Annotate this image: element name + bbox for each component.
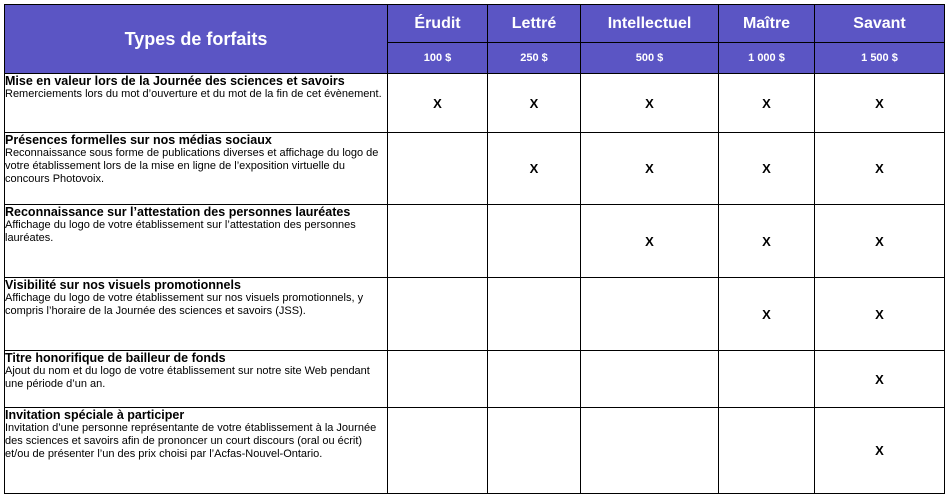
benefit-title: Titre honorifique de bailleur de fonds	[5, 351, 226, 365]
tier-price-intellectuel: 500 $	[581, 43, 719, 74]
packages-table	[4, 4, 945, 494]
included-mark: X	[815, 408, 945, 494]
included-mark	[388, 133, 488, 205]
included-mark: X	[488, 133, 581, 205]
included-mark: X	[815, 351, 945, 408]
included-mark: X	[581, 74, 719, 133]
benefit-title: Invitation spéciale à participer	[5, 408, 185, 422]
included-mark: X	[581, 205, 719, 278]
benefit-description: Affichage du logo de votre établissement sur l’attestation des personnes lauréates.	[5, 219, 356, 244]
included-mark	[581, 408, 719, 494]
included-mark: X	[488, 74, 581, 133]
benefit-cell	[5, 133, 388, 205]
included-mark	[388, 408, 488, 494]
included-mark	[388, 351, 488, 408]
tier-name-erudit: Érudit	[388, 5, 488, 43]
benefit-description: Reconnaissance sous forme de publications diverses et affichage du logo de votre établissement lors de la mise en ligne de l’exposition virtuelle du concours Photovoix.	[5, 147, 379, 185]
included-mark	[488, 205, 581, 278]
tier-price-erudit: 100 $	[388, 43, 488, 74]
included-mark: X	[719, 205, 815, 278]
benefit-cell	[5, 408, 388, 494]
included-mark: X	[815, 205, 945, 278]
benefit-title: Mise en valeur lors de la Journée des sciences et savoirs	[5, 74, 345, 88]
included-mark: X	[581, 133, 719, 205]
tier-price-savant: 1 500 $	[815, 43, 945, 74]
benefit-cell	[5, 205, 388, 278]
included-mark: X	[815, 74, 945, 133]
benefit-row	[5, 205, 945, 278]
included-mark	[719, 408, 815, 494]
included-mark	[388, 278, 488, 351]
benefit-description: Remerciements lors du mot d’ouverture et du mot de la fin de cet évènement.	[5, 88, 382, 100]
benefit-title: Présences formelles sur nos médias sociaux	[5, 133, 272, 147]
benefit-row	[5, 74, 945, 133]
benefit-row	[5, 278, 945, 351]
tier-name-maitre: Maître	[719, 5, 815, 43]
benefit-title: Visibilité sur nos visuels promotionnels	[5, 278, 241, 292]
tier-name-lettre: Lettré	[488, 5, 581, 43]
tier-price-lettre: 250 $	[488, 43, 581, 74]
table-title: Types de forfaits	[5, 5, 388, 74]
benefit-cell	[5, 74, 388, 133]
tier-name-row	[5, 5, 945, 43]
included-mark	[581, 278, 719, 351]
included-mark: X	[719, 278, 815, 351]
included-mark	[488, 408, 581, 494]
benefit-description: Affichage du logo de votre établissement sur nos visuels promotionnels, y compris l’horaire de la Journée des sciences et savoirs (JSS).	[5, 292, 364, 317]
included-mark: X	[719, 74, 815, 133]
included-mark: X	[815, 133, 945, 205]
benefit-description: Invitation d’une personne représentante de votre établissement à la Journée des sciences et savoirs afin de prononcer un court discours (oral ou écrit) et/ou de présenter l’un des prix choisi par l’Acfas-Nouvel-Ontario.	[5, 422, 377, 460]
included-mark	[581, 351, 719, 408]
tier-price-maitre: 1 000 $	[719, 43, 815, 74]
benefit-description: Ajout du nom et du logo de votre établissement sur notre site Web pendant une période d’un an.	[5, 365, 370, 390]
benefit-row	[5, 408, 945, 494]
included-mark	[488, 351, 581, 408]
benefit-row	[5, 133, 945, 205]
included-mark: X	[719, 133, 815, 205]
benefit-cell	[5, 278, 388, 351]
tier-name-savant: Savant	[815, 5, 945, 43]
included-mark: X	[388, 74, 488, 133]
included-mark: X	[815, 278, 945, 351]
benefit-cell	[5, 351, 388, 408]
included-mark	[388, 205, 488, 278]
benefit-title: Reconnaissance sur l’attestation des personnes lauréates	[5, 205, 351, 219]
tier-name-intellectuel: Intellectuel	[581, 5, 719, 43]
benefit-row	[5, 351, 945, 408]
included-mark	[488, 278, 581, 351]
included-mark	[719, 351, 815, 408]
